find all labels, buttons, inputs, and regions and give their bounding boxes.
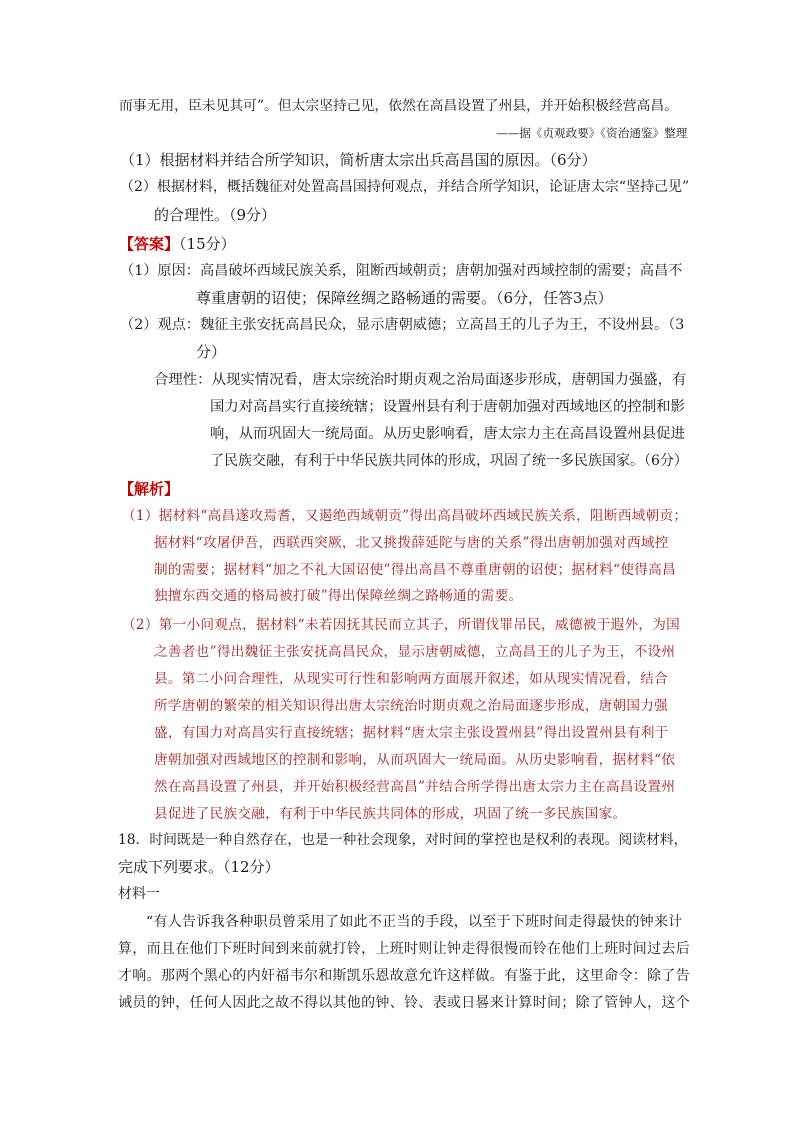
answer-label-close: 】 [164, 235, 180, 253]
answer-2-line-3: 合理性：从现实情况看，唐太宗统治时期贞观之治局面逐步形成，唐朝国力强盛，有 [154, 372, 687, 388]
question-2-line-1: （2）根据材料，概括魏征对处置高昌国持何观点，并结合所学知识，论证唐太宗“坚持己见” [120, 179, 690, 195]
analysis-1-line-4: 独擅东西交通的格局被打破”得出保障丝绸之路畅通的需要。 [154, 588, 523, 604]
analysis-1-line-2: 据材料“攻屠伊吾，西联西突厥，北又挑拨薛延陀与唐的关系”得出唐朝加强对西域控 [154, 535, 669, 551]
answer-2-line-5: 响，从而巩固大一统局面。从历史影响看，唐太宗力主在高昌设置州县促进 [210, 426, 685, 442]
analysis-1-line-3: 制的需要；据材料“加之不礼大国诏使”得出高昌不尊重唐朝的诏使；据材料“使得高昌 [154, 562, 676, 578]
material-one-line-1: “有人告诉我各种职员曾采用了如此不正当的手段，以至于下班时间走得最快的钟来计 [146, 914, 683, 930]
material-one-line-4: 诫员的钟，任何人因此之故不得以其他的钟、铃、表或日晷来计算时间；除了管钟人，这个 [118, 995, 690, 1011]
material-one-line-3: 才响。那两个黑心的内奸福韦尔和斯凯乐恩故意允许这样做。有鉴于此，这里命令：除了告 [118, 968, 690, 984]
question-2-line-2: 的合理性。（9分） [154, 206, 277, 224]
analysis-2-line-2: 之善者也”得出魏征主张安抚高昌民众，显示唐朝威德，立高昌王的儿子为王，不设州 [154, 644, 676, 660]
question-1: （1）根据材料并结合所学知识，简析唐太宗出兵高昌国的原因。（6分） [120, 151, 597, 169]
analysis-2-line-8: 县促进了民族交融，有利于中华民族共同体的形成，巩固了统一多民族国家。 [154, 806, 627, 822]
answer-2-line-4: 国力对高昌实行直接统辖；设置州县有利于唐朝加强对西域地区的控制和影 [210, 399, 685, 415]
answer-1-line-1: （1）原因：高昌破坏西域民族关系，阻断西域朝贡；唐朝加强对西域控制的需要；高昌不 [120, 263, 683, 279]
material-source: ——据《贞观政要》《资治通鉴》整理 [496, 126, 688, 140]
analysis-2-line-1: （2）第一小问观点，据材料“未若因抚其民而立其子，所谓伐罪吊民，威德被于遐外，为国 [122, 617, 681, 633]
material-one-label: 材料一 [118, 886, 160, 902]
answer-label-open: 【 [119, 235, 135, 253]
answer-label: 答案 [134, 235, 165, 253]
answer-2-line-2: 分） [196, 343, 227, 361]
analysis-2-line-6: 唐朝加强对西域地区的控制和影响，从而巩固大一统局面。从历史影响看，据材料“依 [154, 752, 676, 768]
answer-2-line-6: 了民族交融，有利于中华民族共同体的形成，巩固了统一多民族国家。（6分） [210, 453, 688, 469]
analysis-2-line-4: 所学唐朝的繁荣的相关知识得出唐太宗统治时期贞观之治局面逐步形成，唐朝国力强 [154, 698, 669, 714]
answer-heading [119, 232, 236, 256]
question-18-line-2: 完成下列要求。（12分） [118, 858, 280, 876]
material-line: 而事无用，臣未见其可”。但太宗坚持己见，依然在高昌设置了州县，并开始积极经营高昌。 [119, 98, 678, 114]
analysis-2-line-7: 然在高昌设置了州县，并开始积极经营高昌”并结合所学得出唐太宗力主在高昌设置州 [154, 779, 676, 795]
analysis-label: 解析 [134, 480, 165, 498]
answer-1-line-2: 尊重唐朝的诏使；保障丝绸之路畅通的需要。（6分，任答3点） [196, 289, 613, 307]
analysis-label-close: 】 [164, 480, 180, 498]
answer-2-line-1: （2）观点：魏征主张安抚高昌民众，显示唐朝威德；立高昌王的儿子为王，不设州县。（3 [120, 317, 685, 333]
question-18-line-1: 18．时间既是一种自然存在，也是一种社会现象，对时间的掌控也是权利的表现。阅读材料， [118, 832, 688, 848]
material-one-line-2: 算，而且在他们下班时间到来前就打铃，上班时则让钟走得很慢而铃在他们上班时间过去后 [118, 941, 690, 957]
analysis-2-line-3: 县。第二小问合理性，从现实可行性和影响两方面展开叙述，如从现实情况看，结合 [154, 671, 669, 687]
answer-score: （15分） [179, 235, 236, 253]
analysis-2-line-5: 盛，有国力对高昌实行直接统辖；据材料“唐太宗主张设置州县”得出设置州县有利于 [154, 725, 669, 741]
analysis-label-open: 【 [119, 480, 135, 498]
analysis-1-line-1: （1）据材料“高昌遂攻焉耆，又遏绝西域朝贡”得出高昌破坏西域民族关系，阻断西域朝贡； [122, 508, 688, 524]
analysis-heading [119, 477, 179, 501]
